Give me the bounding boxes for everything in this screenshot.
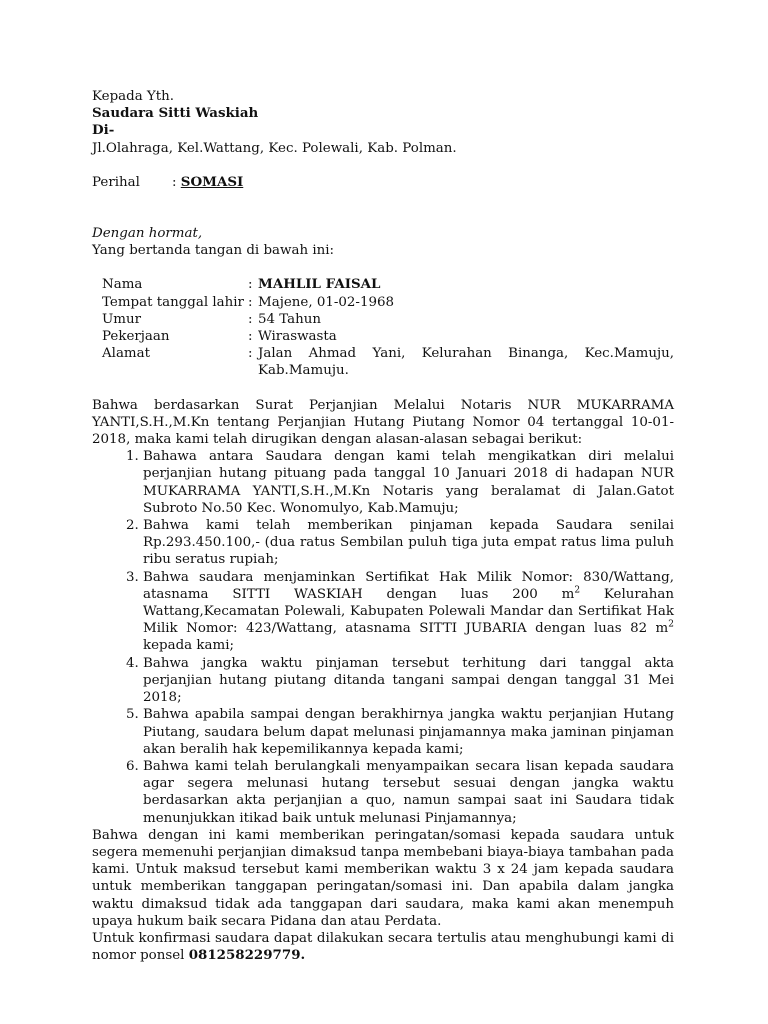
identity-row: Pekerjaan : Wiraswasta bbox=[102, 328, 674, 345]
reasons-list bbox=[92, 448, 674, 826]
identity-value: MAHLIL FAISAL bbox=[258, 276, 381, 293]
identity-key: Alamat bbox=[102, 346, 150, 362]
subject-colon: : bbox=[172, 174, 177, 190]
subject-value: SOMASI bbox=[180, 173, 244, 190]
identity-table bbox=[102, 276, 674, 379]
subject-label: Perihal bbox=[92, 174, 140, 190]
list-item: 3. Bahwa saudara menjaminkan Sertifikat Hak Milik Nomor: 830/Wattang, atasnama SITTI WASKIAH dengan luas 200 $m^2$ Kelurahan Wattang,Kecamatan Polewali, Kabupaten Polewali Mandar dan Sertifikat Hak Milik Nomor: 423/Wattang, atasnama SITTI JUBARIA dengan luas 82 $m^2$ kepada kami; bbox=[143, 569, 674, 655]
recipient-address: Jl.Olahraga, Kel.Wattang, Kec. Polewali, Kab. Polman. bbox=[92, 140, 457, 156]
warning-paragraph: Bahwa dengan ini kami memberikan peringatan/somasi kepada saudara untuk segera memenuhi perjanjian dimaksud tanpa membebani biaya-biaya tambahan pada kami. Untuk maksud tersebut kami memberikan waktu 3 x 24 jam kepada saudara untuk memberikan tanggapan peringatan/somasi ini. Dan apabila dalam jangka waktu dimaksud tidak ada tanggapan dari saudara, maka kami akan menempuh upaya hukum baik secara Pidana dan atau Perdata. bbox=[92, 827, 674, 929]
recipient-name: Saudara Sitti Waskiah bbox=[92, 105, 259, 122]
confirmation-text: Untuk konfirmasi saudara dapat dilakukan secara tertulis atau menghubungi kami di nomor ponsel bbox=[92, 930, 674, 964]
list-item: 4. Bahwa jangka waktu pinjaman tersebut terhitung dari tanggal akta perjanjian hutang piutang ditanda tangani sampai dengan tanggal 31 Mei 2018; bbox=[143, 655, 674, 707]
recipient-block bbox=[92, 88, 674, 157]
subject-line bbox=[92, 174, 674, 191]
identity-value: Wiraswasta bbox=[258, 329, 337, 345]
list-item: 5. Bahwa apabila sampai dengan berakhirnya jangka waktu perjanjian Hutang Piutang, saudara belum dapat melunasi pinjamannya maka jaminan pinjaman akan beralih hak kepemilikannya kepada kami; bbox=[143, 706, 674, 758]
identity-row: Alamat : Jalan Ahmad Yani, Kelurahan Binanga, Kec.Mamuju, Kab.Mamuju. bbox=[102, 346, 674, 379]
list-item: 1. Bahawa antara Saudara dengan kami telah mengikatkan diri melalui perjanjian hutang pituang pada tanggal 10 Januari 2018 di hadapan NUR MUKARRAMA YANTI,S.H.,M.Kn Notaris yang beralamat di Jalan.Gatot Subroto No.50 Kec. Wonomulyo, Kab.Mamuju; bbox=[143, 448, 674, 517]
identity-value: Majene, 01-02-1968 bbox=[258, 294, 395, 310]
recipient-salutation: Kepada Yth. bbox=[92, 89, 175, 104]
identity-row: Tempat tanggal lahir : Majene, 01-02-1968 bbox=[102, 294, 674, 311]
confirmation-paragraph bbox=[92, 930, 674, 964]
list-item: 6. Bahwa kami telah berulangkali menyampaikan secara lisan kepada saudara agar segera melunasi hutang tersebut sesuai dengan jangka waktu berdasarkan akta perjanjian a quo, namun sampai saat ini Saudara tidak menunjukkan itikad baik untuk melunasi Pinjamannya; bbox=[143, 758, 674, 827]
identity-key: Umur bbox=[102, 311, 142, 327]
basis-paragraph: Bahwa berdasarkan Surat Perjanjian Melalui Notaris NUR MUKARRAMA YANTI,S.H.,M.Kn tentang Perjanjian Hutang Piutang Nomor 04 tertanggal 10-01-2018, maka kami telah dirugikan dengan alasan-alasan sebagai berikut: bbox=[92, 397, 674, 448]
identity-key: Tempat tanggal lahir bbox=[102, 294, 244, 310]
greeting: Dengan hormat, bbox=[92, 226, 203, 242]
identity-key: Nama bbox=[102, 277, 143, 293]
identity-value: Jalan Ahmad Yani, Kelurahan Binanga, Kec.Mamuju, Kab.Mamuju. bbox=[258, 346, 674, 379]
identity-value: 54 Tahun bbox=[258, 311, 322, 327]
identity-row: Umur : 54 Tahun bbox=[102, 311, 674, 328]
letter-page bbox=[92, 88, 674, 964]
identity-key: Pekerjaan bbox=[102, 329, 170, 345]
intro-text: Yang bertanda tangan di bawah ini: bbox=[92, 243, 335, 259]
list-item: 2. Bahwa kami telah memberikan pinjaman kepada Saudara senilai Rp.293.450.100,- (dua ratus Sembilan puluh tiga juta empat ratus lima puluh ribu seratus rupiah; bbox=[143, 517, 674, 569]
recipient-di: Di- bbox=[92, 122, 115, 139]
identity-row: Nama : MAHLIL FAISAL bbox=[102, 276, 674, 293]
phone-number: 081258229779. bbox=[188, 947, 306, 964]
